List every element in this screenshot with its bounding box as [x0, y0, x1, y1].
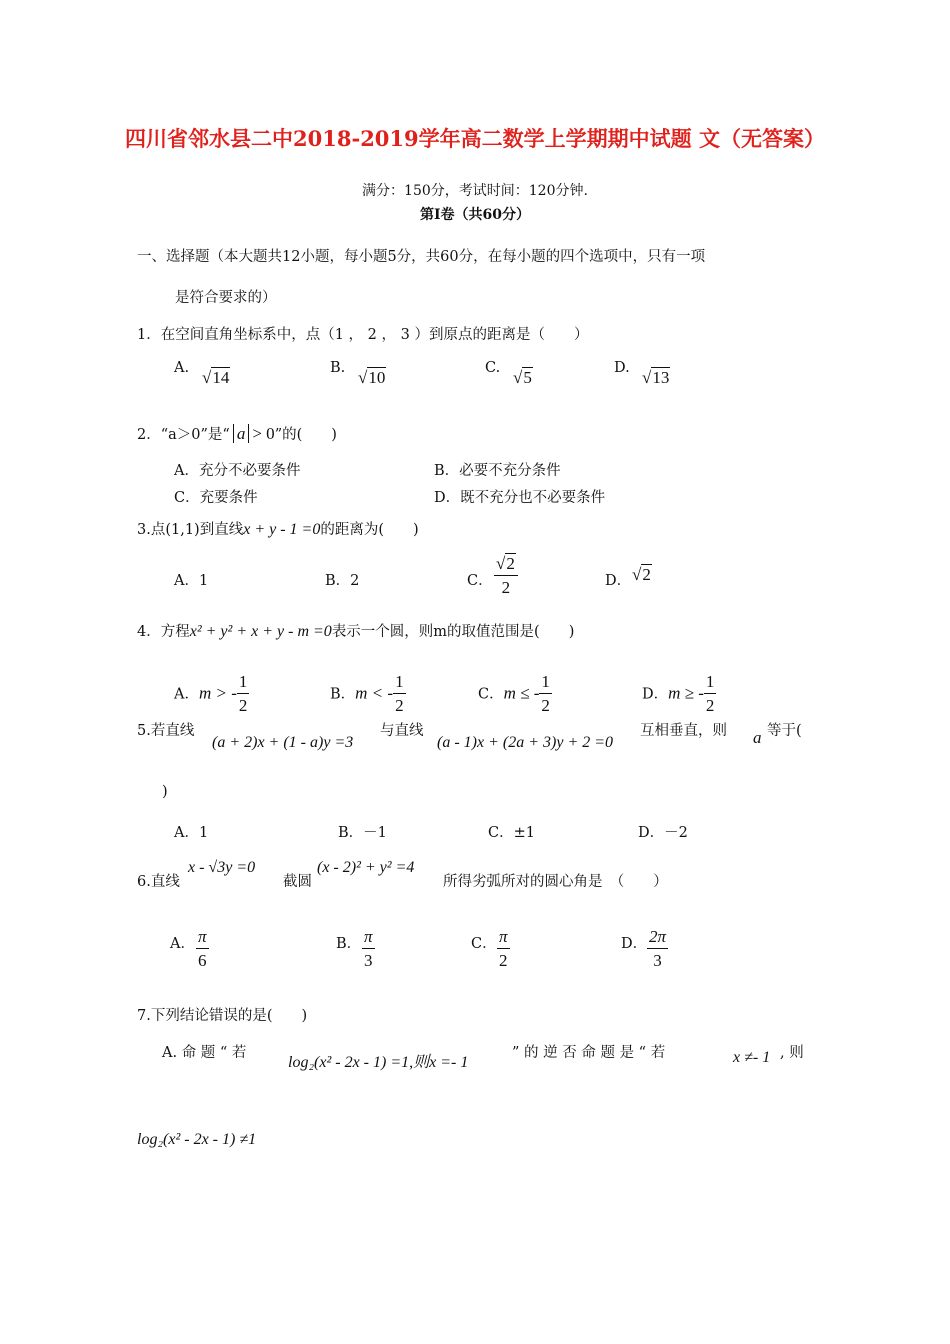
- exam-meta: 满分：150分，考试时间：120分钟.: [362, 183, 588, 199]
- q3-stem-part1: 3.点(1,1)到直线: [137, 522, 244, 538]
- q3-stem: [137, 518, 419, 539]
- q5-line1-equation: (a + 2)x + (1 - a)y =3: [212, 734, 354, 751]
- q7-option-a-part2: ” 的 逆 否 命 题 是 “ 若: [512, 1045, 666, 1061]
- q4-option-d: D．m ≥ - $\frac{1}{2}$: [642, 672, 715, 715]
- q6-stem-part1: 6.直线: [137, 874, 180, 890]
- q6-option-c-value: $\frac{\pi}{2}$: [499, 927, 508, 970]
- q5-stem-part2: 与直线: [380, 723, 424, 739]
- q6-option-b-label: B．: [336, 936, 362, 952]
- q5-line2-equation: (a - 1)x + (2a + 3)y + 2 =0: [437, 734, 614, 751]
- q6-option-b-value: $\frac{\pi}{3}$: [364, 927, 373, 970]
- q1-option-b-label: B.: [330, 360, 346, 376]
- q5-option-c: C．±1: [488, 825, 535, 841]
- q4-option-b: B．m < - $\frac{1}{2}$: [330, 672, 404, 715]
- q6-option-d-value: $\frac{2\pi}{3}$: [649, 927, 667, 970]
- section-heading-line2: 是符合要求的）: [175, 290, 277, 306]
- q4-option-c: C．m ≤ - $\frac{1}{2}$: [478, 672, 550, 715]
- q3-option-d-label: D．: [605, 573, 632, 589]
- exam-title: 四川省邻水县二中2018-2019学年高二数学上学期期中试题 文（无答案）: [125, 126, 825, 151]
- q3-option-c-value: $\frac{√2}{2}$: [494, 553, 518, 600]
- q3-option-a: A．1: [174, 573, 209, 589]
- q5-option-a: A．1: [174, 825, 209, 841]
- q1-option-d-label: D.: [614, 360, 630, 376]
- q1-stem: 1．在空间直角坐标系中，点（1 ， 2 ， 3 ）到原点的距离是（ ）: [137, 327, 589, 343]
- q3-option-b: B．2: [325, 573, 360, 589]
- q3-option-d-value: √2: [632, 565, 651, 584]
- q6-line-equation: x - √3y =0: [188, 859, 256, 876]
- q4-stem-part2: 表示一个圆，则m的取值范围是( ): [331, 624, 575, 640]
- q1-option-c-value: √5: [513, 368, 532, 387]
- q7-option-a-part1: A. 命 题 “ 若: [162, 1045, 247, 1061]
- q7-option-a-part3: , 则: [780, 1045, 804, 1061]
- q7-stem: 7.下列结论错误的是( ): [137, 1008, 308, 1024]
- q3-stem-part2: 的距离为( ): [320, 522, 419, 538]
- q5-option-b: B．－1: [338, 825, 387, 841]
- q5-stem-part1: 5.若直线: [137, 723, 195, 739]
- q1-option-c-label: C.: [485, 360, 501, 376]
- q1-option-b-value: √10: [358, 368, 386, 387]
- q5-variable-a: a: [753, 728, 762, 747]
- q1-option-a-value: √14: [202, 368, 230, 387]
- q2-gt-zero: > 0: [252, 424, 275, 443]
- q2-stem: [137, 423, 337, 444]
- section-heading-line1: 一、选择题（本大题共12小题，每小题5分，共60分，在每小题的四个选项中，只有一项: [137, 249, 706, 265]
- q4-circle-equation: x² + y² + x + y - m =0: [189, 623, 332, 640]
- q6-stem-part3: 所得劣弧所对的圆心角是 （ ）: [443, 874, 668, 890]
- q4-option-a: A．m > - $\frac{1}{2}$: [174, 672, 248, 715]
- q6-circle-equation: (x - 2)² + y² =4: [317, 859, 415, 876]
- q6-stem-part2: 截圆: [283, 874, 312, 890]
- q2-abs-a: a: [233, 424, 250, 443]
- q2-option-a: A．充分不必要条件: [174, 463, 301, 479]
- q2-stem-part2: ”的( ): [274, 427, 337, 443]
- q4-stem-part1: 4．方程: [137, 624, 190, 640]
- q6-option-d-label: D．: [621, 936, 648, 952]
- q1-option-a-label: A.: [174, 360, 190, 376]
- q5-option-d: D．－2: [638, 825, 688, 841]
- q1-option-d-value: √13: [642, 368, 670, 387]
- q6-option-a-label: A．: [170, 936, 195, 952]
- q2-option-d: D．既不充分也不必要条件: [434, 490, 606, 506]
- q5-stem-part3: 互相垂直，则: [640, 723, 727, 739]
- q6-option-c-label: C．: [471, 936, 497, 952]
- q2-option-c: C．充要条件: [174, 490, 258, 506]
- q5-stem-part4: 等于(: [767, 723, 802, 739]
- q4-stem: [137, 620, 574, 641]
- volume-heading: 第Ⅰ卷（共60分）: [419, 207, 531, 223]
- q7-option-a-equation: log₂(x² - 2x - 1) =1,则x =- 1: [288, 1054, 469, 1071]
- q7-option-a-condition: x ≠- 1: [733, 1049, 771, 1066]
- q2-stem-part1: 2．“a＞0”是“: [137, 427, 230, 443]
- q3-line-equation: x + y - 1 =0: [243, 521, 321, 538]
- q5-stem-close: ): [162, 784, 168, 800]
- q6-option-a-value: $\frac{\pi}{6}$: [198, 927, 207, 970]
- q7-option-a-continuation: log₂(x² - 2x - 1) ≠1: [137, 1131, 257, 1148]
- q3-option-c-label: C．: [467, 573, 493, 589]
- q2-option-b: B．必要不充分条件: [434, 463, 561, 479]
